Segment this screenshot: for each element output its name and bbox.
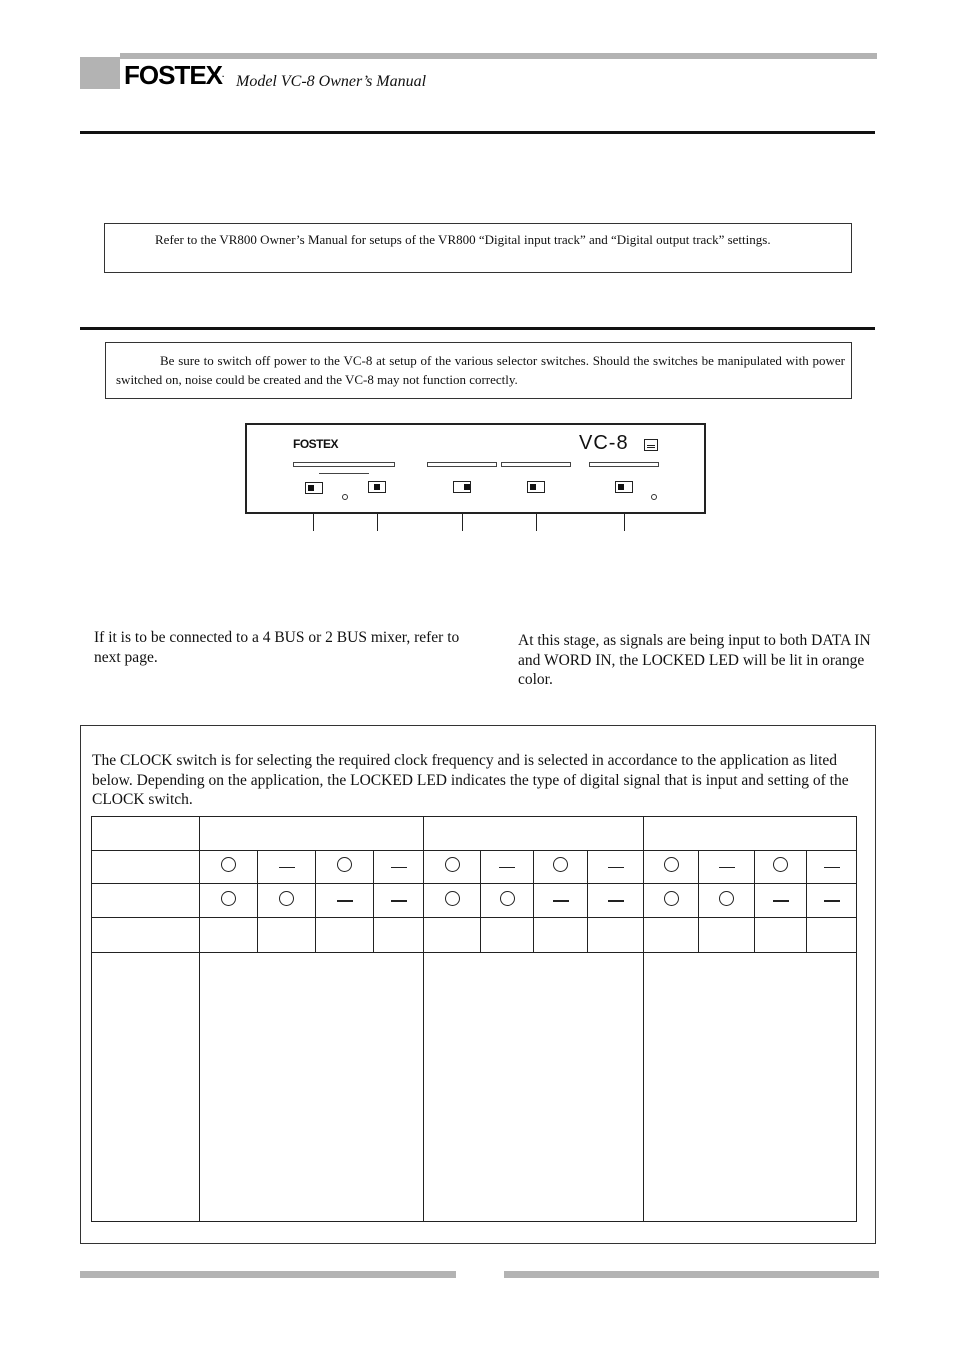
leader-line-2 bbox=[377, 512, 378, 531]
dash-mark bbox=[824, 867, 840, 869]
panel-model-label: VC-8 bbox=[579, 432, 629, 454]
dash-mark bbox=[279, 867, 295, 869]
note-vr800-text: Refer to the VR800 Owner’s Manual for setups of the VR800 “Digital input track” and “Digital output track” settings. bbox=[155, 232, 771, 247]
dash-mark bbox=[391, 900, 407, 902]
dash-mark bbox=[553, 900, 569, 902]
selector-switch-1[interactable] bbox=[305, 482, 323, 494]
table-header-group-3 bbox=[644, 817, 857, 851]
dash-mark bbox=[391, 867, 407, 869]
clock-settings-table bbox=[91, 816, 857, 1222]
leader-line-4 bbox=[536, 512, 537, 531]
dash-mark bbox=[773, 900, 789, 902]
dash-mark bbox=[608, 867, 624, 869]
selector-switch-2[interactable] bbox=[368, 481, 386, 493]
dash-mark bbox=[719, 867, 735, 869]
dash-mark bbox=[608, 900, 624, 902]
circle-mark bbox=[719, 891, 734, 906]
panel-badge-icon bbox=[644, 439, 658, 451]
manual-title: Model VC-8 Owner’s Manual bbox=[236, 73, 427, 90]
right-paragraph: At this stage, as signals are being input to both DATA IN and WORD IN, the LOCKED LED will be lit in orange color. bbox=[518, 632, 871, 688]
table-row-label-cell bbox=[92, 851, 200, 884]
footer-bar-right bbox=[504, 1271, 879, 1278]
circle-mark bbox=[773, 857, 788, 872]
description-cell-2 bbox=[424, 953, 644, 1222]
note-box-vr800 bbox=[104, 223, 852, 273]
table-row-description bbox=[92, 953, 857, 1222]
circle-mark bbox=[664, 857, 679, 872]
footer-bar-left bbox=[80, 1271, 456, 1278]
circle-mark bbox=[221, 857, 236, 872]
circle-mark bbox=[279, 891, 294, 906]
leader-line-5 bbox=[624, 512, 625, 531]
dash-mark bbox=[499, 867, 515, 869]
table-row-label-cell bbox=[92, 884, 200, 918]
table-row-marks-2 bbox=[92, 884, 857, 918]
circle-mark bbox=[500, 891, 515, 906]
note-power-text: Be sure to switch off power to the VC-8 at setup of the various selector switches. Should the switches be manipulated with power switched on, noise could be created and the VC-8 may not function correctly. bbox=[116, 353, 845, 387]
section-rule bbox=[80, 327, 875, 330]
header-top-bar bbox=[120, 53, 877, 59]
selector-switch-3[interactable] bbox=[453, 481, 471, 493]
header-rule bbox=[80, 131, 875, 134]
circle-mark bbox=[445, 891, 460, 906]
panel-led-left bbox=[342, 494, 348, 500]
panel-strip-3 bbox=[501, 462, 571, 467]
note-box-power bbox=[105, 342, 852, 399]
panel-led-locked bbox=[651, 494, 657, 500]
panel-strip-1 bbox=[293, 462, 395, 467]
description-cell-1 bbox=[200, 953, 424, 1222]
description-cell-3 bbox=[644, 953, 857, 1222]
leader-line-1 bbox=[313, 512, 314, 531]
circle-mark bbox=[553, 857, 568, 872]
clock-info-paragraph: The CLOCK switch is for selecting the required clock frequency and is selected in accordance to the application as lited below. Depending on the application, the LOCKED LED indicates the type of digital signal that is input and setting of the CLOCK switch. bbox=[92, 752, 849, 808]
fostex-logo: FOSTEX. bbox=[124, 60, 224, 90]
selector-switch-5[interactable] bbox=[615, 481, 633, 493]
dash-mark bbox=[337, 900, 353, 902]
panel-strip-2 bbox=[427, 462, 497, 467]
table-header-label-cell bbox=[92, 817, 200, 851]
dash-mark bbox=[824, 900, 840, 902]
table-header-row bbox=[92, 817, 857, 851]
table-row-empty bbox=[92, 918, 857, 953]
table-header-group-2 bbox=[424, 817, 644, 851]
circle-mark bbox=[445, 857, 460, 872]
selector-switch-4[interactable] bbox=[527, 481, 545, 493]
panel-strip-4 bbox=[589, 462, 659, 467]
panel-brand-logo: FOSTEX bbox=[293, 437, 339, 451]
circle-mark bbox=[664, 891, 679, 906]
header-gray-block bbox=[80, 57, 120, 89]
table-row-marks-1 bbox=[92, 851, 857, 884]
left-paragraph: If it is to be connected to a 4 BUS or 2 BUS mixer, refer to next page. bbox=[94, 629, 460, 666]
table-header-group-1 bbox=[200, 817, 424, 851]
leader-line-3 bbox=[462, 512, 463, 531]
circle-mark bbox=[221, 891, 236, 906]
panel-underline bbox=[319, 473, 369, 474]
vc8-front-panel bbox=[245, 423, 706, 514]
circle-mark bbox=[337, 857, 352, 872]
